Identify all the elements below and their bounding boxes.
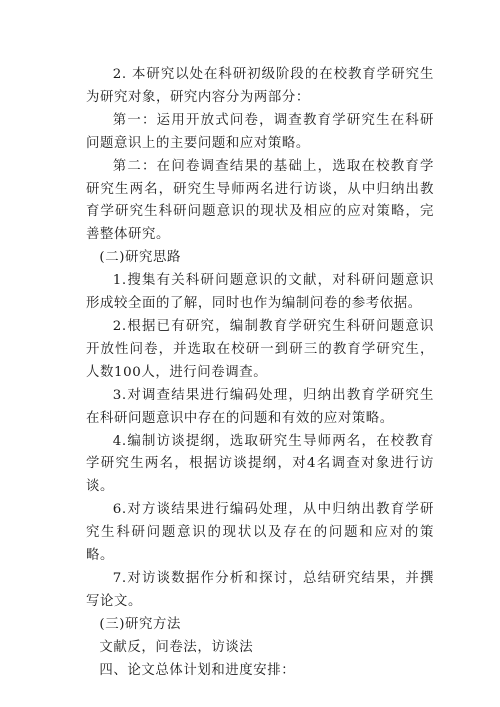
paragraph-methods-list: 文献反，问卷法，访谈法 [99,639,254,655]
paragraph-step-2: 2.根据已有研究，编制教育学研究生科研问题意识开放性问卷，并选取在校研一到研三的教育学研究生，人数100人，进行问卷调查。 [86,318,434,380]
paragraph-step-3: 3.对调查结果进行编码处理，归纳出教育学研究生在科研问题意识中存在的问题和有效的应对策略。 [86,387,434,426]
paragraph-part-one: 第一：运用开放式问卷，调查教育学研究生在科研问题意识上的主要问题和应对策略。 [86,112,434,151]
document-body [86,64,434,682]
paragraph-step-4: 4.编制访谈提纲，选取研究生导师两名，在校教育学研究生两名，根据访谈提纲，对4名调查对象进行访谈。 [86,433,434,495]
section-heading-research-approach: (二)研究思路 [99,250,181,266]
section-heading-research-methods: (三)研究方法 [99,616,181,632]
paragraph-step-6: 6.对方谈结果进行编码处理，从中归纳出教育学研究生科研问题意识的现状以及存在的问题和应对的策略。 [86,502,434,564]
paragraph-research-object: 2. 本研究以处在科研初级阶段的在校教育学研究生为研究对象，研究内容分为两部分： [86,67,434,105]
section-heading-plan-schedule: 四、论文总体计划和进度安排： [99,662,296,678]
paragraph-step-7: 7.对访谈数据作分析和探讨，总结研究结果，并撰写论文。 [86,570,434,609]
paragraph-step-1: 1.搜集有关科研问题意识的文献，对科研问题意识形成较全面的了解，同时也作为编制问卷的参考依据。 [86,273,434,312]
paragraph-part-two: 第二：在问卷调查结果的基础上，选取在校教育学研究生两名，研究生导师两名进行访谈，从中归纳出教育学研究生科研问题意识的现状及相应的应对策略，完善整体研究。 [86,158,434,243]
